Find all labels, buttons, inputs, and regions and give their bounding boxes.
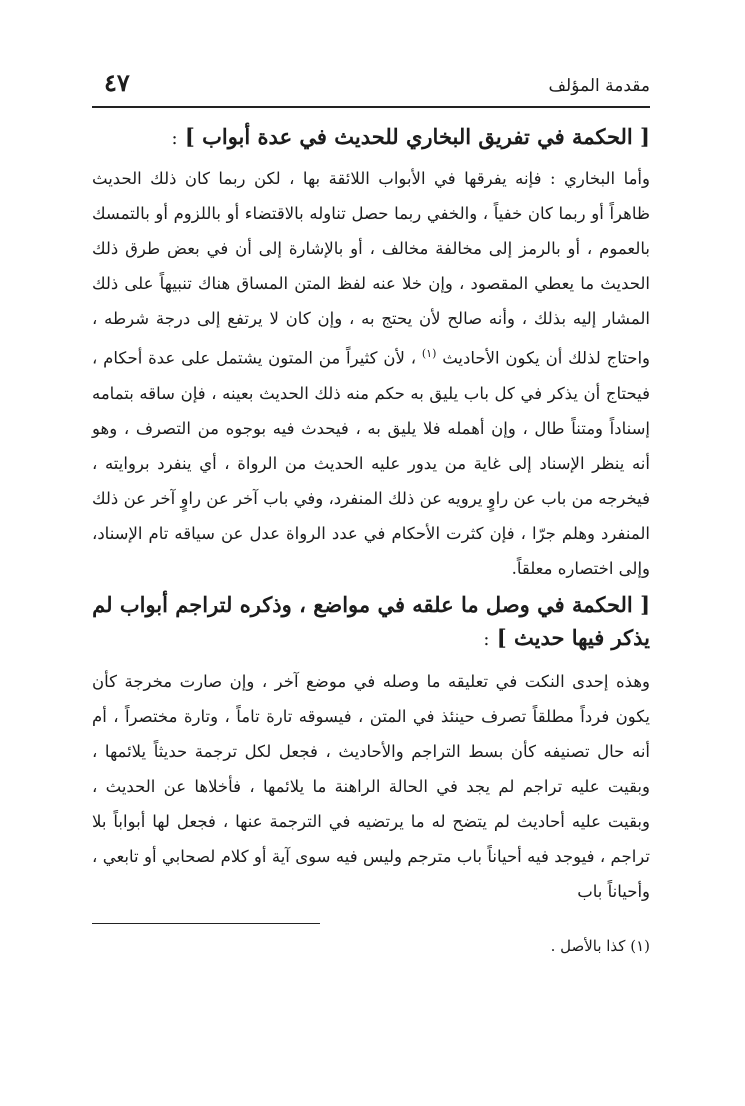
footnote: (١) كذا بالأصل . bbox=[550, 936, 650, 955]
body-paragraph: وهذه إحدى النكت في تعليقه ما وصله في موضع آخر ، وإن صارت مخرجة كأن يكون فرداً مطلقاً تصرف حينئذ في المتن ، فيسوقه تارة تاماً ، وتارة مختصراً ، أم أنه حال تصنيفه كأن بسط التراجم والأحاديث ، فجعل لكل ترجمة حديثاً يلائمها ، وبقيت عليه تراجم لم يجد في الحالة الراهنة ما يلائمها ، فأخلاها عن الحديث ، وبقيت عليه أحاديث لم يتضح له ما يرتضيه في الترجمة عنها ، فجعل لها أبواباً بلا تراجم ، فيوجد فيه أحياناً باب مترجم وليس فيه سوى آية أو كلام لصحابي أو تابعي ، وأحياناً باب bbox=[92, 671, 650, 901]
paragraph-text: وأما البخاري : فإنه يفرقها في الأبواب اللائقة بها ، لكن ربما كان ذلك الحديث ظاهراً أو ربما كان خفياً ، والخفي ربما حصل تناوله بالاقتضاء أو باللزوم أو بالتمسك بالعموم ، أو بالرمز إلى مخالفة مخالف ، أو بالإشارة إلى أن في بعض طرق ذلك الحديث ما يعطي المقصود ، وإن خلا عنه لفظ المتن المساق هناك تنبيهاً على ذلك المشار إليه بذلك ، وأنه صالح لأن يحتج به ، وإن كان لا يرتفع إلى درجة شرطه ، واحتاج لذلك أن يكون الأحاديث bbox=[92, 169, 651, 368]
body-paragraph bbox=[92, 161, 650, 586]
section-heading-text: [ الحكمة في تفريق البخاري للحديث في عدة أبواب ] bbox=[184, 124, 650, 149]
footnote-divider bbox=[92, 923, 320, 924]
page-header bbox=[92, 68, 650, 108]
page-number: ٤٧ bbox=[104, 68, 130, 97]
running-title: مقدمة المؤلف bbox=[548, 76, 650, 96]
book-page bbox=[92, 68, 650, 958]
section-heading-text: [ الحكمة في وصل ما علقه في مواضع ، وذكره لتراجم أبواب لم يذكر فيها حديث ] bbox=[92, 591, 650, 650]
section-heading bbox=[92, 588, 650, 656]
paragraph-text: ، لأن كثيراً من المتون يشتمل على عدة أحكام ، فيحتاج أن يذكر في كل باب يليق به حكم منه ذلك الحديث بعينه ، فإن ساقه بتمامه إسناداً ومتناً طال ، وإن أهمله فلا يليق به ، فيحدث فيه بوجوه من التصرف ، وهو أنه ينظر الإسناد إلى غاية من يدور عليه الحديث من الرواة ، أي ينفرد بروايته ، فيخرجه من باب عن راوٍ يرويه عن ذلك المنفرد، وفي باب آخر عن راوٍ آخر عن ذلك المنفرد وهلم جرّا ، فإن كثرت الأحكام في عدد الرواة عدل عن سياقه تام الإسناد، وإلى اختصاره معلقاً. bbox=[92, 348, 650, 578]
heading-colon: : bbox=[483, 628, 490, 650]
section-heading bbox=[92, 120, 650, 155]
heading-colon: : bbox=[171, 128, 178, 149]
footnote-reference: (١) bbox=[421, 347, 437, 360]
